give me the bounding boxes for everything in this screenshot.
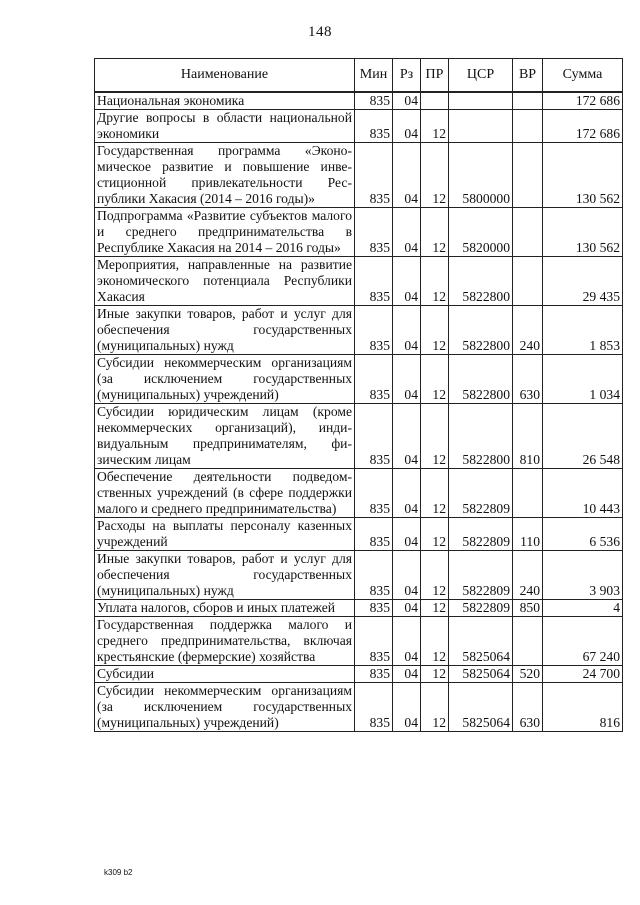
row-pr: 12 [421,666,449,683]
table-row [95,143,623,208]
row-sum: 172 686 [543,92,623,110]
table-row [95,683,623,732]
row-sum: 67 240 [543,617,623,666]
row-name: Субсидии некоммерческим организациям (за исключением государственных (муниципальных) учреждений) [95,683,355,732]
row-min: 835 [355,110,393,143]
row-pr [421,92,449,110]
row-csr: 5800000 [449,143,513,208]
row-pr: 12 [421,143,449,208]
row-sum: 4 [543,600,623,617]
row-csr [449,110,513,143]
row-min: 835 [355,683,393,732]
row-name: Обеспечение деятельности подведомственных учреждений (в сфере поддержки малого и среднего предпринимательства) [95,469,355,518]
row-min: 835 [355,518,393,551]
header-min: Мин [355,59,393,93]
budget-table [94,58,623,732]
row-name: Государственная программа «Экономическое развитие и повышение инвестиционной привлекательности Республики Хакасия (2014 – 2016 годы)» [95,143,355,208]
table-row [95,92,623,110]
row-sum: 10 443 [543,469,623,518]
row-min: 835 [355,257,393,306]
row-rz: 04 [393,518,421,551]
row-csr: 5820000 [449,208,513,257]
row-name: Национальная экономика [95,92,355,110]
row-sum: 130 562 [543,208,623,257]
row-pr: 12 [421,355,449,404]
row-rz: 04 [393,208,421,257]
row-csr: 5822809 [449,551,513,600]
row-name: Уплата налогов, сборов и иных платежей [95,600,355,617]
row-name: Расходы на выплаты персоналу казенных учреждений [95,518,355,551]
row-pr: 12 [421,306,449,355]
row-sum: 6 536 [543,518,623,551]
table-row [95,355,623,404]
row-min: 835 [355,617,393,666]
header-name: Наименование [95,59,355,93]
footer-code: k309 b2 [104,868,133,877]
row-csr: 5822800 [449,404,513,469]
row-name: Государственная поддержка малого и среднего предпринимательства, включая крестьянские (фермерские) хозяйства [95,617,355,666]
row-sum: 24 700 [543,666,623,683]
table-row [95,404,623,469]
header-rz: Рз [393,59,421,93]
row-pr: 12 [421,600,449,617]
table-row [95,551,623,600]
row-sum: 130 562 [543,143,623,208]
row-sum: 3 903 [543,551,623,600]
row-min: 835 [355,469,393,518]
row-rz: 04 [393,666,421,683]
row-csr [449,92,513,110]
row-pr: 12 [421,257,449,306]
row-vr: 240 [513,306,543,355]
table-row [95,518,623,551]
row-pr: 12 [421,469,449,518]
row-sum: 26 548 [543,404,623,469]
row-rz: 04 [393,355,421,404]
table-header-row [95,59,623,93]
row-rz: 04 [393,257,421,306]
row-sum: 816 [543,683,623,732]
row-sum: 29 435 [543,257,623,306]
row-pr: 12 [421,617,449,666]
row-min: 835 [355,208,393,257]
table-row [95,306,623,355]
row-csr: 5822809 [449,518,513,551]
table-row [95,666,623,683]
row-csr: 5822809 [449,600,513,617]
row-vr: 110 [513,518,543,551]
row-vr: 520 [513,666,543,683]
row-name: Субсидии некоммерческим организациям (за исключением государственных (муниципальных) учреждений) [95,355,355,404]
page-number: 148 [308,24,332,40]
row-min: 835 [355,306,393,355]
row-rz: 04 [393,306,421,355]
row-vr [513,110,543,143]
row-sum: 1 034 [543,355,623,404]
table-row [95,600,623,617]
row-vr [513,92,543,110]
row-rz: 04 [393,110,421,143]
row-rz: 04 [393,143,421,208]
row-vr: 240 [513,551,543,600]
table-body [95,92,623,732]
header-sum: Сумма [543,59,623,93]
row-min: 835 [355,92,393,110]
row-vr: 810 [513,404,543,469]
row-min: 835 [355,666,393,683]
header-pr: ПР [421,59,449,93]
table-row [95,469,623,518]
row-pr: 12 [421,208,449,257]
row-csr: 5825064 [449,617,513,666]
table-row [95,257,623,306]
row-csr: 5822800 [449,306,513,355]
table-row [95,110,623,143]
row-csr: 5822809 [449,469,513,518]
row-vr: 850 [513,600,543,617]
table-row [95,617,623,666]
row-pr: 12 [421,404,449,469]
row-rz: 04 [393,551,421,600]
row-name: Подпрограмма «Развитие субъектов малого и среднего предпринимательства в Республике Хакасия на 2014 – 2016 годы» [95,208,355,257]
row-vr [513,257,543,306]
row-vr [513,143,543,208]
row-vr [513,617,543,666]
row-pr: 12 [421,551,449,600]
table-row [95,208,623,257]
row-rz: 04 [393,404,421,469]
row-pr: 12 [421,110,449,143]
header-vr: ВР [513,59,543,93]
row-csr: 5822800 [449,355,513,404]
row-rz: 04 [393,600,421,617]
row-csr: 5825064 [449,666,513,683]
row-min: 835 [355,355,393,404]
row-rz: 04 [393,617,421,666]
row-sum: 1 853 [543,306,623,355]
row-pr: 12 [421,518,449,551]
row-name: Другие вопросы в области национальной экономики [95,110,355,143]
row-vr [513,469,543,518]
row-name: Иные закупки товаров, работ и услуг для обеспечения государственных (муниципальных) нужд [95,306,355,355]
row-name: Мероприятия, направленные на развитие экономического потенциала Республики Хакасия [95,257,355,306]
row-min: 835 [355,600,393,617]
row-name: Субсидии [95,666,355,683]
row-rz: 04 [393,469,421,518]
row-vr: 630 [513,355,543,404]
row-vr [513,208,543,257]
row-name: Субсидии юридическим лицам (кроме некоммерческих организаций), индивидуальным предпринимателям, физическим лицам [95,404,355,469]
row-csr: 5825064 [449,683,513,732]
row-pr: 12 [421,683,449,732]
row-csr: 5822800 [449,257,513,306]
row-sum: 172 686 [543,110,623,143]
row-min: 835 [355,404,393,469]
row-rz: 04 [393,683,421,732]
row-rz: 04 [393,92,421,110]
row-min: 835 [355,143,393,208]
row-min: 835 [355,551,393,600]
row-vr: 630 [513,683,543,732]
header-csr: ЦСР [449,59,513,93]
row-name: Иные закупки товаров, работ и услуг для обеспечения государственных (муниципальных) нужд [95,551,355,600]
